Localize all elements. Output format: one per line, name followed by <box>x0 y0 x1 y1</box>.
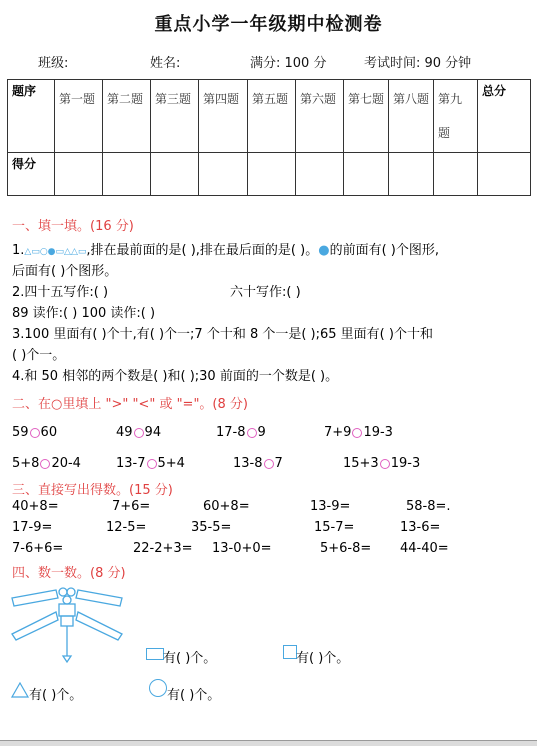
q1-shapes-icon: △▭○●▭△△▭ <box>24 247 87 257</box>
header-cell-q2: 第二题 <box>103 80 151 153</box>
compare-item <box>343 456 420 471</box>
calc-item: 7+6= <box>112 499 151 514</box>
score-cell-q3[interactable] <box>151 153 199 196</box>
compare-item <box>233 456 283 471</box>
compare-circle[interactable] <box>247 428 257 438</box>
compare-left: 5+8 <box>12 456 40 471</box>
score-cell-q2[interactable] <box>103 153 151 196</box>
section1-heading: 一、填一填。(16 分) <box>12 219 134 234</box>
page-bottom-edge <box>0 740 537 746</box>
triangle-icon <box>11 682 29 698</box>
header-cell-q5: 第五题 <box>248 80 296 153</box>
score-cell-total[interactable] <box>478 153 531 196</box>
calc-item: 40+8= <box>12 499 59 514</box>
compare-item <box>116 456 185 471</box>
calc-item: 15-7= <box>314 520 355 535</box>
calc-item: 17-9= <box>12 520 53 535</box>
section4-heading: 四、数一数。(8 分) <box>12 566 126 581</box>
compare-left: 13-8 <box>233 456 263 471</box>
section1-q2-c: 89 读作:( ) 100 读作:( ) <box>12 306 156 321</box>
rectangle-icon <box>146 648 164 660</box>
calc-item: 13-0+0= <box>212 541 272 556</box>
circle-icon <box>149 679 167 697</box>
header-cell-order: 题序 <box>8 80 55 153</box>
header-cell-q3: 第三题 <box>151 80 199 153</box>
compare-item <box>216 425 266 440</box>
class-label: 班级: <box>38 56 69 71</box>
header-cell-total: 总分 <box>478 80 531 153</box>
square-count: 有( )个。 <box>296 651 350 666</box>
compare-circle[interactable] <box>264 459 274 469</box>
compare-circle[interactable] <box>134 428 144 438</box>
header-cell-q9: 第九题 <box>434 80 478 153</box>
q1-prefix: 1. <box>12 243 25 258</box>
score-table <box>7 79 531 196</box>
section1-q2-a: 2.四十五写作:( ) <box>12 285 109 300</box>
dragonfly-figure-icon <box>8 584 126 664</box>
circle-count: 有( )个。 <box>167 688 221 703</box>
calc-item: 13-6= <box>400 520 441 535</box>
compare-circle[interactable] <box>380 459 390 469</box>
calc-item: 12-5= <box>106 520 147 535</box>
page-title: 重点小学一年级期中检测卷 <box>154 14 383 35</box>
compare-circle[interactable] <box>30 428 40 438</box>
compare-left: 17-8 <box>216 425 246 440</box>
score-cell-q7[interactable] <box>344 153 389 196</box>
header-cell-q7: 第七题 <box>344 80 389 153</box>
calc-item: 5+6-8= <box>320 541 372 556</box>
score-cell-q6[interactable] <box>296 153 344 196</box>
section1-q1-line2: 后面有( )个图形。 <box>12 264 118 279</box>
score-cell-q9[interactable] <box>434 153 478 196</box>
q1-text: ,排在最前面的是( ),排在最后面的是( )。 <box>86 243 319 258</box>
compare-right: 7 <box>274 456 283 471</box>
section2-heading: 二、在○里填上 ">" "<" 或 "="。(8 分) <box>12 397 248 412</box>
compare-circle[interactable] <box>147 459 157 469</box>
header-cell-q6: 第六题 <box>296 80 344 153</box>
compare-right: 60 <box>40 425 58 440</box>
calc-item: 44-40= <box>400 541 449 556</box>
score-cell-q4[interactable] <box>199 153 248 196</box>
compare-left: 7+9 <box>324 425 352 440</box>
q1-dot-icon: ● <box>318 243 330 258</box>
score-table-score-row <box>8 153 531 196</box>
exam-time: 考试时间: 90 分钟 <box>364 56 472 71</box>
header-cell-q8: 第八题 <box>389 80 434 153</box>
calc-item: 7-6+6= <box>12 541 64 556</box>
compare-right: 94 <box>144 425 162 440</box>
compare-item <box>324 425 393 440</box>
compare-item <box>12 425 57 440</box>
q1-text2: 的前面有( )个图形, <box>329 243 439 258</box>
compare-circle[interactable] <box>40 459 50 469</box>
section1-q2-b: 六十写作:( ) <box>230 285 301 300</box>
calc-item: 22-2+3= <box>133 541 193 556</box>
score-cell-q1[interactable] <box>55 153 103 196</box>
section1-q3-line2: ( )个一。 <box>12 348 66 363</box>
section1-q3-line1: 3.100 里面有( )个十,有( )个一;7 个十和 8 个一是( );65 里面有( )个十和 <box>12 327 433 342</box>
calc-item: 60+8= <box>203 499 250 514</box>
section3-heading: 三、直接写出得数。(15 分) <box>12 483 173 498</box>
compare-right: 20-4 <box>51 456 81 471</box>
compare-right: 9 <box>257 425 266 440</box>
section1-q1-line1 <box>12 239 439 258</box>
square-icon <box>283 645 297 659</box>
compare-left: 49 <box>116 425 133 440</box>
compare-right: 19-3 <box>390 456 421 471</box>
name-label: 姓名: <box>150 56 181 71</box>
compare-item <box>12 456 81 471</box>
score-cell-q8[interactable] <box>389 153 434 196</box>
calc-item: 13-9= <box>310 499 351 514</box>
score-row-label: 得分 <box>8 153 55 196</box>
compare-circle[interactable] <box>352 428 362 438</box>
score-cell-q5[interactable] <box>248 153 296 196</box>
score-table-header-row <box>8 80 531 153</box>
triangle-count: 有( )个。 <box>29 688 83 703</box>
compare-left: 59 <box>12 425 29 440</box>
compare-left: 15+3 <box>343 456 379 471</box>
compare-left: 13-7 <box>116 456 146 471</box>
compare-item <box>116 425 161 440</box>
calc-item: 58-8=. <box>406 499 451 514</box>
header-cell-q4: 第四题 <box>199 80 248 153</box>
header-cell-q1: 第一题 <box>55 80 103 153</box>
compare-right: 19-3 <box>363 425 393 440</box>
compare-right: 5+4 <box>157 456 185 471</box>
section1-q4: 4.和 50 相邻的两个数是( )和( );30 前面的一个数是( )。 <box>12 369 339 384</box>
full-score: 满分: 100 分 <box>250 56 327 71</box>
calc-item: 35-5= <box>191 520 232 535</box>
rect-count: 有( )个。 <box>163 651 217 666</box>
